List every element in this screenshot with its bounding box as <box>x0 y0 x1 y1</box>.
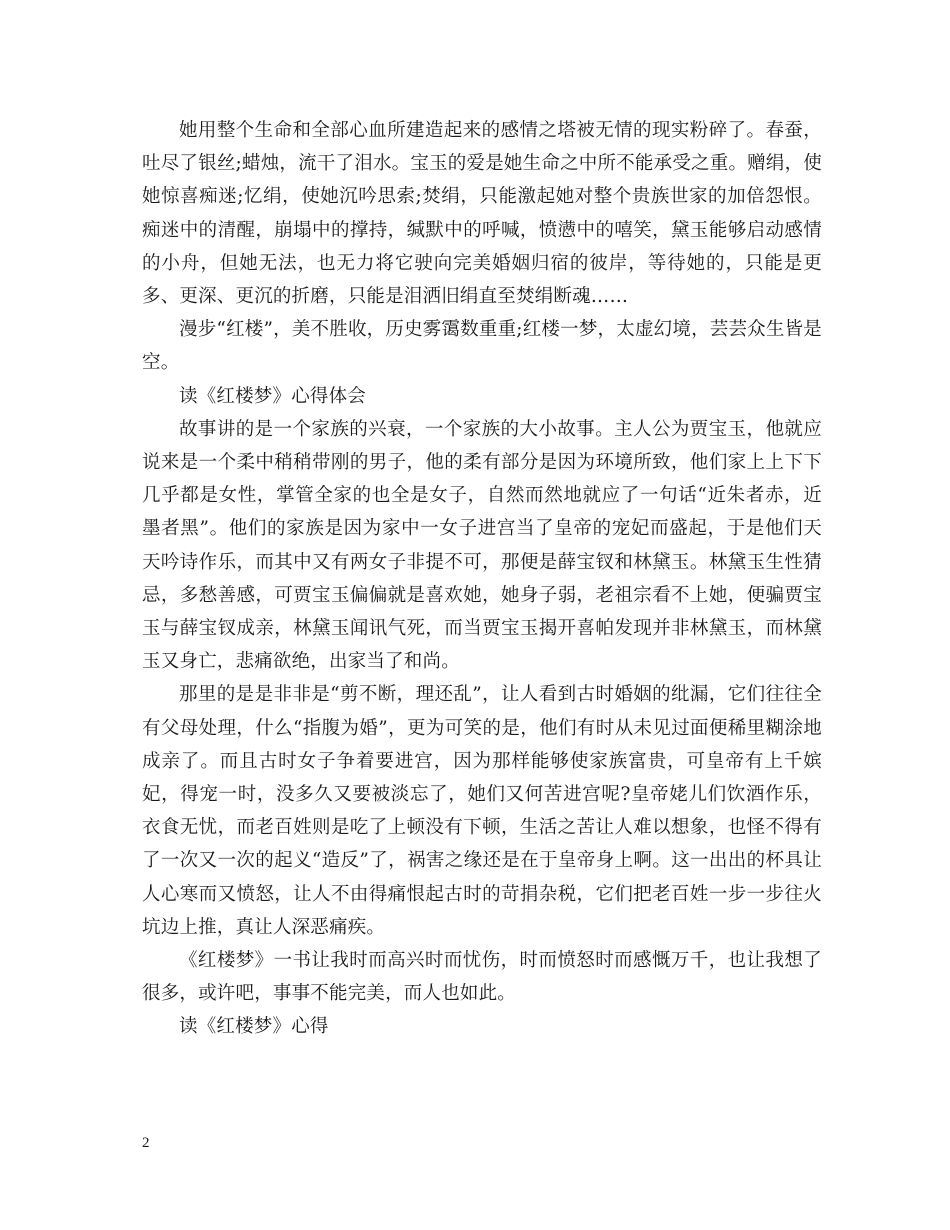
page-number: 2 <box>142 1135 150 1151</box>
paragraph: 故事讲的是一个家族的兴衰，一个家族的大小故事。主人公为贾宝玉，他就应说来是一个柔中稍稍带刚的男子，他的柔有部分是因为环境所致，他们家上上下下几乎都是女性，掌管全家的也全是女子，自然而然地就应了一句话“近朱者赤，近墨者黑”。他们的家族是因为家中一女子进宫当了皇帝的宠妃而盛起，于是他们天天吟诗作乐，而其中又有两女子非提不可，那便是薛宝钗和林黛玉。林黛玉生性猜忌，多愁善感，可贾宝玉偏偏就是喜欢她，她身子弱，老祖宗看不上她，便骗贾宝玉与薛宝钗成亲，林黛玉闻讯气死，而当贾宝玉揭开喜帕发现并非林黛玉，而林黛玉又身亡，悲痛欲绝，出家当了和尚。 <box>142 418 822 673</box>
document-body <box>142 114 822 1044</box>
paragraph: 漫步“红楼”，美不胜收，历史雾霭数重重;红楼一梦，太虚幻境，芸芸众生皆是空。 <box>142 319 822 374</box>
paragraph: 那里的是是非非是“剪不断，理还乱”，让人看到古时婚姻的纰漏，它们往往全有父母处理，什么“指腹为婚”，更为可笑的是，他们有时从未见过面便稀里糊涂地成亲了。而且古时女子争着要进宫，因为那样能够使家族富贵，可皇帝有上千嫔妃，得宠一时，没多久又要被淡忘了，她们又何苦进宫呢?皇帝姥儿们饮酒作乐，衣食无忧，而老百姓则是吃了上顿没有下顿，生活之苦让人难以想象，也怪不得有了一次又一次的起义“造反”了，祸害之缘还是在于皇帝身上啊。这一出出的杯具让人心寒而又愤怒，让人不由得痛恨起古时的苛捐杂税，它们把老百姓一步一步往火坑边上推，真让人深恶痛疾。 <box>142 684 822 938</box>
paragraph: 《红楼梦》一书让我时而高兴时而忧伤，时而愤怒时而感慨万千，也让我想了很多，或许吧，事事不能完美，而人也如此。 <box>142 950 822 1005</box>
section-heading: 读《红楼梦》心得体会 <box>179 385 367 407</box>
section-heading: 读《红楼梦》心得 <box>179 1016 329 1038</box>
paragraph: 她用整个生命和全部心血所建造起来的感情之塔被无情的现实粉碎了。春蚕，吐尽了银丝;蜡烛，流干了泪水。宝玉的爱是她生命之中所不能承受之重。赠绢，使她惊喜痴迷;忆绢，使她沉吟思索;焚绢，只能激起她对整个贵族世家的加倍怨恨。痴迷中的清醒，崩塌中的撑持，缄默中的呼喊，愤懑中的嘻笑，黛玉能够启动感情的小舟，但她无法，也无力将它驶向完美婚姻归宿的彼岸，等待她的，只能是更多、更深、更沉的折磨，只能是泪洒旧绢直至焚绢断魂…… <box>142 120 822 308</box>
